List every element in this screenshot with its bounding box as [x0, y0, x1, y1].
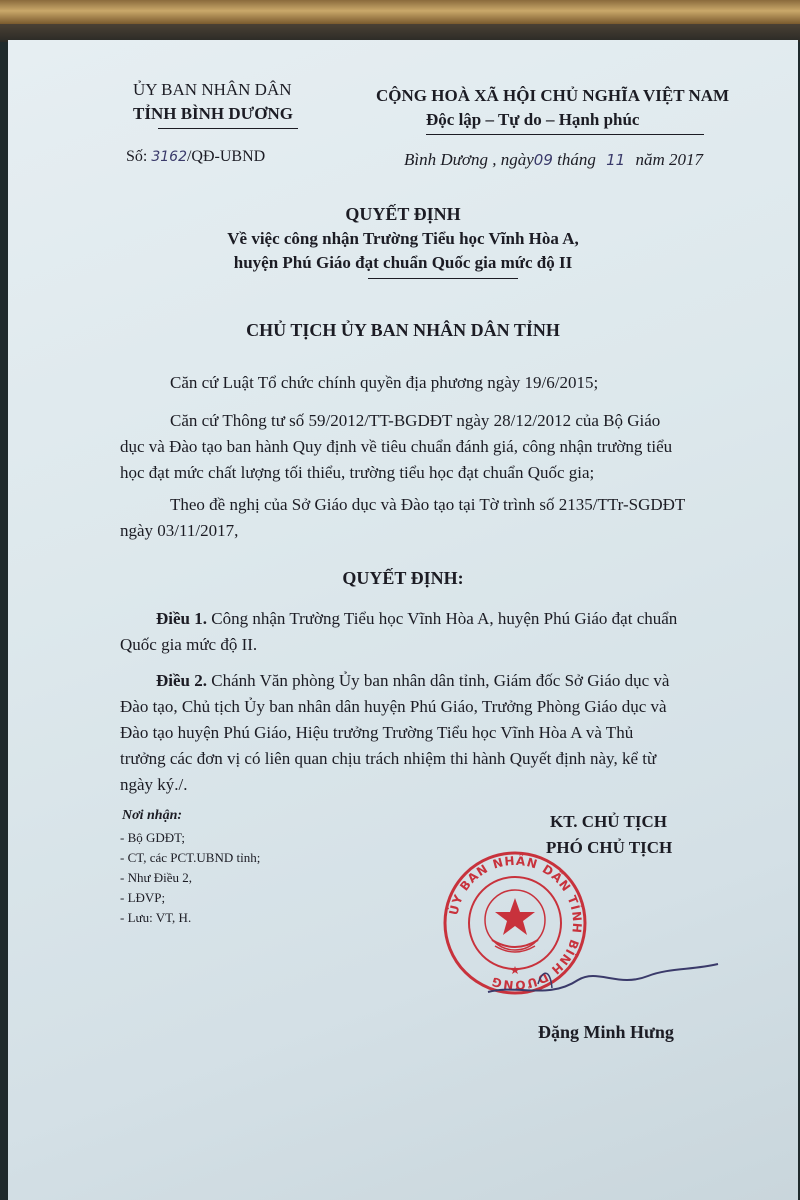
recipient-5: - Lưu: VT, H.	[120, 910, 192, 925]
basis-paragraph-2-line2: dục và Đào tạo ban hành Quy định về tiêu chuẩn đánh giá, công nhận trường tiểu	[120, 437, 673, 456]
signature-title-line2: PHÓ CHỦ TỊCH	[546, 838, 673, 857]
subject-underline	[368, 278, 518, 279]
place-date-prefix: Bình Dương , ngày	[404, 150, 534, 169]
article-2-label: Điều 2.	[156, 671, 207, 690]
doc-number	[126, 148, 265, 166]
motto-underline	[426, 134, 704, 135]
day-handwritten: 09	[533, 151, 553, 169]
basis-paragraph-2-line3: học đạt mức chất lượng tối thiểu, trường tiểu học đạt chuẩn Quốc gia;	[120, 463, 595, 482]
place-date	[404, 150, 703, 170]
article-1-text: Công nhận Trường Tiểu học Vĩnh Hòa A, huyện Phú Giáo đạt chuẩn	[207, 609, 678, 628]
seal-text: ỦY BAN NHÂN DÂN TỈNH BÌNH DƯƠNG	[446, 853, 585, 993]
article-2-line2: Đào tạo, Chủ tịch Ủy ban nhân dân huyện Phú Giáo, Trưởng Phòng Giáo dục và	[120, 697, 667, 716]
document-page	[8, 40, 798, 1200]
article-1-label: Điều 1.	[156, 609, 207, 628]
doc-subject-line1: Về việc công nhận Trường Tiểu học Vĩnh Hòa A,	[227, 229, 579, 248]
doc-number-handwritten: 3162	[151, 149, 187, 165]
article-2-line4: trưởng các đơn vị có liên quan chịu trách nhiệm thi hành Quyết định này, kể từ	[120, 749, 657, 768]
doc-subject-line2: huyện Phú Giáo đạt chuẩn Quốc gia mức độ II	[233, 253, 573, 272]
recipient-2: - CT, các PCT.UBND tỉnh;	[120, 850, 261, 865]
nation-motto: Độc lập – Tự do – Hạnh phúc	[426, 110, 640, 129]
issuing-authority: CHỦ TỊCH ỦY BAN NHÂN DÂN TỈNH	[246, 320, 560, 340]
recipient-3: - Như Điều 2,	[120, 870, 193, 885]
basis-paragraph-1: Căn cứ Luật Tổ chức chính quyền địa phương ngày 19/6/2015;	[170, 373, 599, 392]
month-handwritten: 11	[606, 151, 626, 169]
nation-title: CỘNG HOÀ XÃ HỘI CHỦ NGHĨA VIỆT NAM	[376, 86, 730, 105]
article-2-line1	[156, 668, 669, 694]
article-1-line1	[156, 606, 677, 632]
signature-title-line1: KT. CHỦ TỊCH	[550, 812, 667, 831]
org-name-line1: ỦY BAN NHÂN DÂN	[133, 80, 292, 99]
article-1-line2: Quốc gia mức độ II.	[120, 635, 258, 654]
doc-number-suffix: /QĐ-UBND	[186, 148, 266, 165]
year-label: năm 2017	[635, 150, 703, 169]
recipient-4: - LĐVP;	[120, 890, 166, 905]
basis-paragraph-2-line1: Căn cứ Thông tư số 59/2012/TT-BGDĐT ngày 28/12/2012 của Bộ Giáo	[170, 411, 661, 430]
recipient-1: - Bộ GDĐT;	[120, 830, 185, 845]
article-2-line5: ngày ký./.	[120, 775, 188, 794]
handwritten-signature-icon	[478, 940, 728, 1010]
org-name-line2: TỈNH BÌNH DƯƠNG	[133, 104, 293, 123]
month-label: tháng	[557, 150, 596, 169]
org-underline	[158, 128, 298, 129]
basis-paragraph-3-line1: Theo đề nghị của Sở Giáo dục và Đào tạo tại Tờ trình số 2135/TTr-SGDĐT	[170, 495, 686, 514]
basis-paragraph-3-line2: ngày 03/11/2017,	[120, 521, 239, 540]
doc-title: QUYẾT ĐỊNH	[345, 204, 461, 224]
signer-name: Đặng Minh Hưng	[538, 1022, 674, 1042]
article-2-text: Chánh Văn phòng Ủy ban nhân dân tỉnh, Giám đốc Sở Giáo dục và	[207, 671, 670, 690]
article-2-line3: Đào tạo huyện Phú Giáo, Hiệu trưởng Trường Tiểu học Vĩnh Hòa A và Thủ	[120, 723, 634, 742]
picture-frame-top	[0, 0, 800, 24]
recipients-title: Nơi nhận:	[122, 808, 183, 823]
decision-heading: QUYẾT ĐỊNH:	[342, 568, 464, 588]
doc-number-prefix: Số:	[126, 148, 148, 165]
